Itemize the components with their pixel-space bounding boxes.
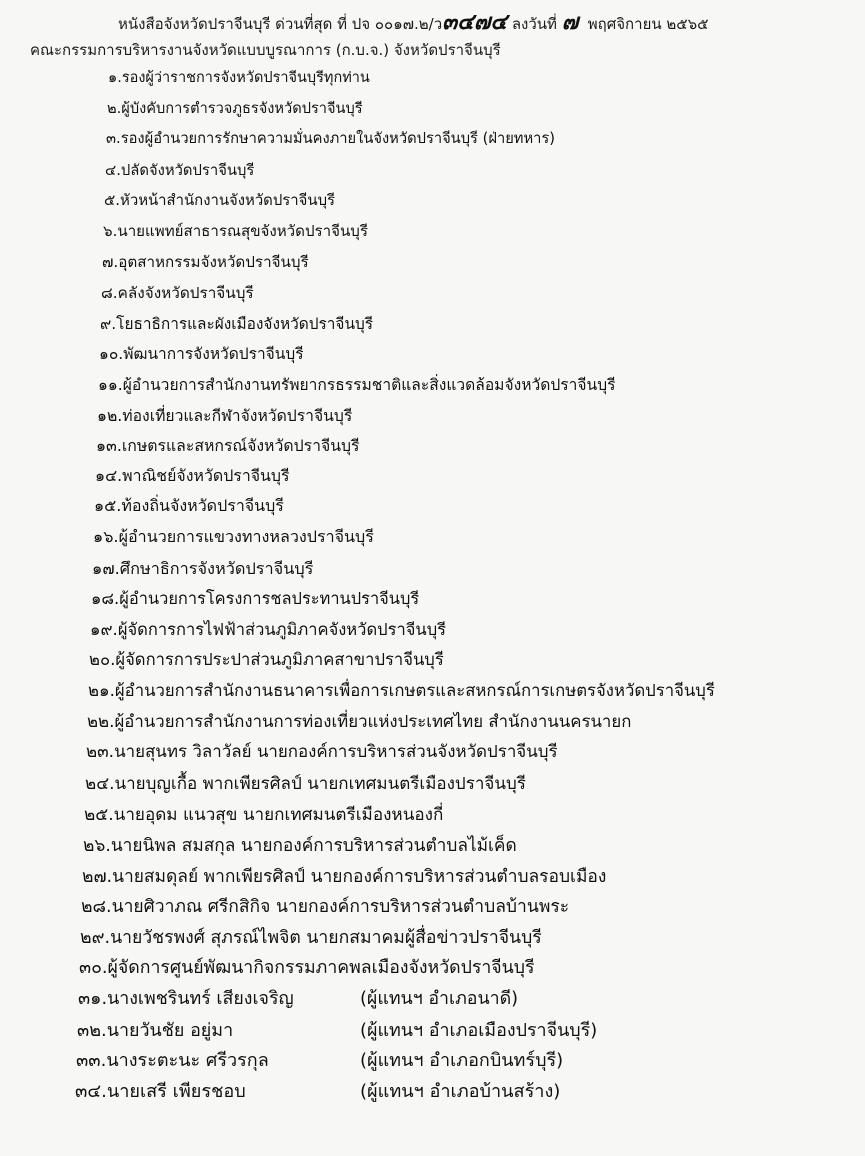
- list-item: [82, 862, 606, 890]
- item-text: นายศิวาภณ ศรีกสิกิจ นายกองค์การบริหารส่วนตำบลบ้านพระ: [111, 897, 570, 918]
- list-item: [79, 953, 534, 981]
- item-number: ๒๘.: [81, 897, 112, 918]
- item-text: เกษตรและสหกรณ์จังหวัดปราจีนบุรี: [121, 436, 360, 456]
- item-number: ๒๑.: [88, 680, 115, 700]
- item-number: ๗.: [102, 252, 119, 271]
- item-number: ๑๐.: [99, 345, 124, 364]
- item-text: อุตสาหกรรมจังหวัดปราจีนบุรี: [118, 252, 309, 271]
- item-number: ๒๗.: [82, 866, 113, 887]
- item-number: ๒๒.: [87, 710, 115, 731]
- list-item: [90, 617, 446, 643]
- item-number: ๑๕.: [94, 496, 122, 516]
- item-text: รองผู้อำนวยการรักษาความมั่นคงภายในจังหวัดปราจีนบุรี (ฝ่ายทหาร): [120, 130, 556, 148]
- date-label: ลงวันที่: [511, 15, 557, 33]
- item-text: พาณิชย์จังหวัดปราจีนบุรี: [122, 465, 290, 485]
- reference-prefix: หนังสือจังหวัดปราจีนบุรี ด่วนที่สุด ที่ ปจ ๐๐๑๗.๒/ว: [118, 15, 443, 33]
- list-item: [106, 127, 555, 150]
- item-number: ๒๓.: [86, 741, 115, 762]
- item-text: นายวัชรพงศ์ สุภรณ์ไพจิต นายกสมาคมผู้สื่อข่าวปราจีนบุรี: [110, 927, 542, 948]
- item-text: ศึกษาธิการจังหวัดปราจีนบุรี: [119, 558, 314, 578]
- list-item: [84, 800, 443, 828]
- representative-note: (ผู้แทนฯ อำเภอเมืองปราจีนบุรี): [360, 1019, 598, 1041]
- item-text: นายอุดม แนวสุข นายกเทศมนตรีเมืองหนองกี่: [113, 805, 444, 826]
- item-text: ผู้อำนวยการสำนักงานการท่องเที่ยวแห่งประเทศไทย สำนักงานนครนายก: [114, 710, 632, 731]
- item-number: ๕.: [104, 191, 121, 210]
- item-text: นายวันชัย อยู่มา: [106, 1019, 234, 1041]
- list-item: [99, 341, 304, 366]
- item-number: ๒๖.: [83, 836, 111, 856]
- month-year: พฤศจิกายน ๒๕๖๕: [587, 15, 709, 33]
- item-text: ท้องถิ่นจังหวัดปราจีนบุรี: [121, 496, 284, 516]
- item-text: โยธาธิการและผังเมืองจังหวัดปราจีนบุรี: [116, 314, 373, 333]
- list-item: [95, 464, 290, 489]
- item-number: ๖.: [103, 222, 118, 240]
- item-number: ๒๕.: [84, 805, 114, 826]
- handwritten-number: ๓๔๗๔: [442, 10, 508, 35]
- list-item: [77, 1015, 233, 1044]
- list-item: [76, 1045, 269, 1074]
- item-number: ๓๐.: [79, 958, 108, 979]
- list-item: [101, 280, 254, 305]
- list-item: [107, 97, 363, 120]
- list-item: [91, 586, 419, 612]
- item-text: นางระตะนะ ศรีวรกุล: [106, 1050, 269, 1072]
- item-text: ท่องเที่ยวและกีฬาจังหวัดปราจีนบุรี: [122, 405, 353, 425]
- item-number: ๑๙.: [90, 619, 118, 639]
- item-number: ๑๗.: [92, 558, 120, 578]
- item-text: ผู้อำนวยการสำนักงานธนาคารเพื่อการเกษตรและสหกรณ์การเกษตรจังหวัดปราจีนบุรี: [114, 680, 715, 700]
- item-number: ๙.: [100, 314, 117, 333]
- committee-title: คณะกรรมการบริหารงานจังหวัดแบบบูรณาการ (ก.บ.จ.) จังหวัดปราจีนบุรี: [30, 41, 501, 59]
- list-item: [98, 372, 615, 397]
- item-text: คลังจังหวัดปราจีนบุรี: [117, 284, 254, 303]
- item-number: ๒๐.: [89, 650, 116, 670]
- list-item: [100, 311, 373, 336]
- list-item: [75, 1076, 246, 1105]
- item-text: ผู้บังคับการตำรวจภูธรจังหวัดปราจีนบุรี: [121, 99, 363, 117]
- item-text: รองผู้ว่าราชการจังหวัดปราจีนบุรีทุกท่าน: [121, 70, 370, 86]
- item-number: ๑.: [108, 70, 122, 86]
- item-text: หัวหน้าสำนักงานจังหวัดปราจีนบุรี: [120, 191, 336, 210]
- list-item: [86, 739, 558, 765]
- item-number: ๑๘.: [91, 589, 120, 609]
- item-text: ผู้อำนวยการแขวงทางหลวงปราจีนบุรี: [118, 527, 374, 546]
- item-number: ๓.: [106, 130, 121, 148]
- item-text: ผู้จัดการการไฟฟ้าส่วนภูมิภาคจังหวัดปราจีนบุรี: [117, 619, 447, 639]
- representative-note: (ผู้แทนฯ อำเภอกบินทร์บุรี): [360, 1050, 564, 1072]
- item-text: นายนิพล สมสกุล นายกองค์การบริหารส่วนตำบลไม้เค็ด: [110, 836, 517, 856]
- item-text: ผู้จัดการศูนย์พัฒนากิจกรรมภาคพลเมืองจังหวัดปราจีนบุรี: [107, 958, 535, 979]
- list-item: [85, 770, 526, 797]
- representative-note: (ผู้แทนฯ อำเภอบ้านสร้าง): [360, 1080, 561, 1102]
- item-text: ปลัดจังหวัดปราจีนบุรี: [120, 161, 255, 179]
- item-number: ๓๒.: [77, 1019, 107, 1041]
- item-number: ๓๑.: [78, 988, 108, 1009]
- item-text: นายบุญเกื้อ พากเพียรศิลป์ นายกเทศมนตรีเมืองปราจีนบุรี: [114, 773, 526, 794]
- item-number: ๘.: [101, 284, 118, 303]
- list-item: [96, 433, 360, 458]
- list-item: [105, 158, 254, 182]
- item-number: ๑๖.: [93, 527, 119, 546]
- letter-reference-line: [118, 4, 709, 39]
- handwritten-day: ๗: [561, 10, 579, 35]
- list-item: [97, 403, 352, 428]
- item-number: ๑๔.: [95, 465, 123, 485]
- list-item: [87, 709, 631, 735]
- item-number: ๑๑.: [98, 376, 123, 394]
- list-item: [78, 984, 294, 1012]
- list-item: [102, 250, 309, 274]
- item-text: นายแพทย์สาธารณสุขจังหวัดปราจีนบุรี: [117, 222, 368, 240]
- item-text: ผู้อำนวยการสำนักงานทรัพยากรธรรมชาติและสิ่งแวดล้อมจังหวัดปราจีนบุรี: [122, 376, 616, 394]
- list-item: [80, 923, 542, 951]
- item-number: ๒๙.: [80, 927, 111, 948]
- item-number: ๔.: [105, 161, 121, 179]
- list-item: [81, 892, 569, 920]
- list-item: [92, 556, 313, 582]
- list-item: [94, 494, 284, 519]
- item-number: ๑๓.: [96, 436, 122, 456]
- item-number: ๒๔.: [85, 773, 115, 794]
- item-number: ๑๒.: [97, 405, 123, 425]
- item-text: ผู้จัดการการประปาส่วนภูมิภาคสาขาปราจีนบุรี: [115, 650, 444, 670]
- list-item: [104, 188, 335, 212]
- representative-note: (ผู้แทนฯ อำเภอนาดี): [360, 988, 519, 1009]
- item-text: ผู้อำนวยการโครงการชลประทานปราจีนบุรี: [119, 589, 420, 609]
- list-item: [103, 219, 368, 243]
- list-item: [89, 647, 444, 673]
- list-item: [108, 66, 370, 89]
- item-text: นายสุนทร วิลาวัลย์ นายกองค์การบริหารส่วนจังหวัดปราจีนบุรี: [114, 741, 558, 762]
- item-text: พัฒนาการจังหวัดปราจีนบุรี: [123, 345, 304, 364]
- item-number: ๓๔.: [75, 1080, 107, 1102]
- item-text: นายเสรี เพียรชอบ: [106, 1080, 246, 1102]
- item-number: ๓๓.: [76, 1050, 107, 1072]
- item-number: ๒.: [107, 99, 122, 117]
- list-item: [88, 678, 715, 704]
- item-text: นางเพชรินทร์ เสียงเจริญ: [107, 988, 294, 1009]
- list-item: [83, 831, 517, 859]
- item-text: นายสมดุลย์ พากเพียรศิลป์ นายกองค์การบริหารส่วนตำบลรอบเมือง: [112, 866, 607, 887]
- list-item: [93, 525, 374, 550]
